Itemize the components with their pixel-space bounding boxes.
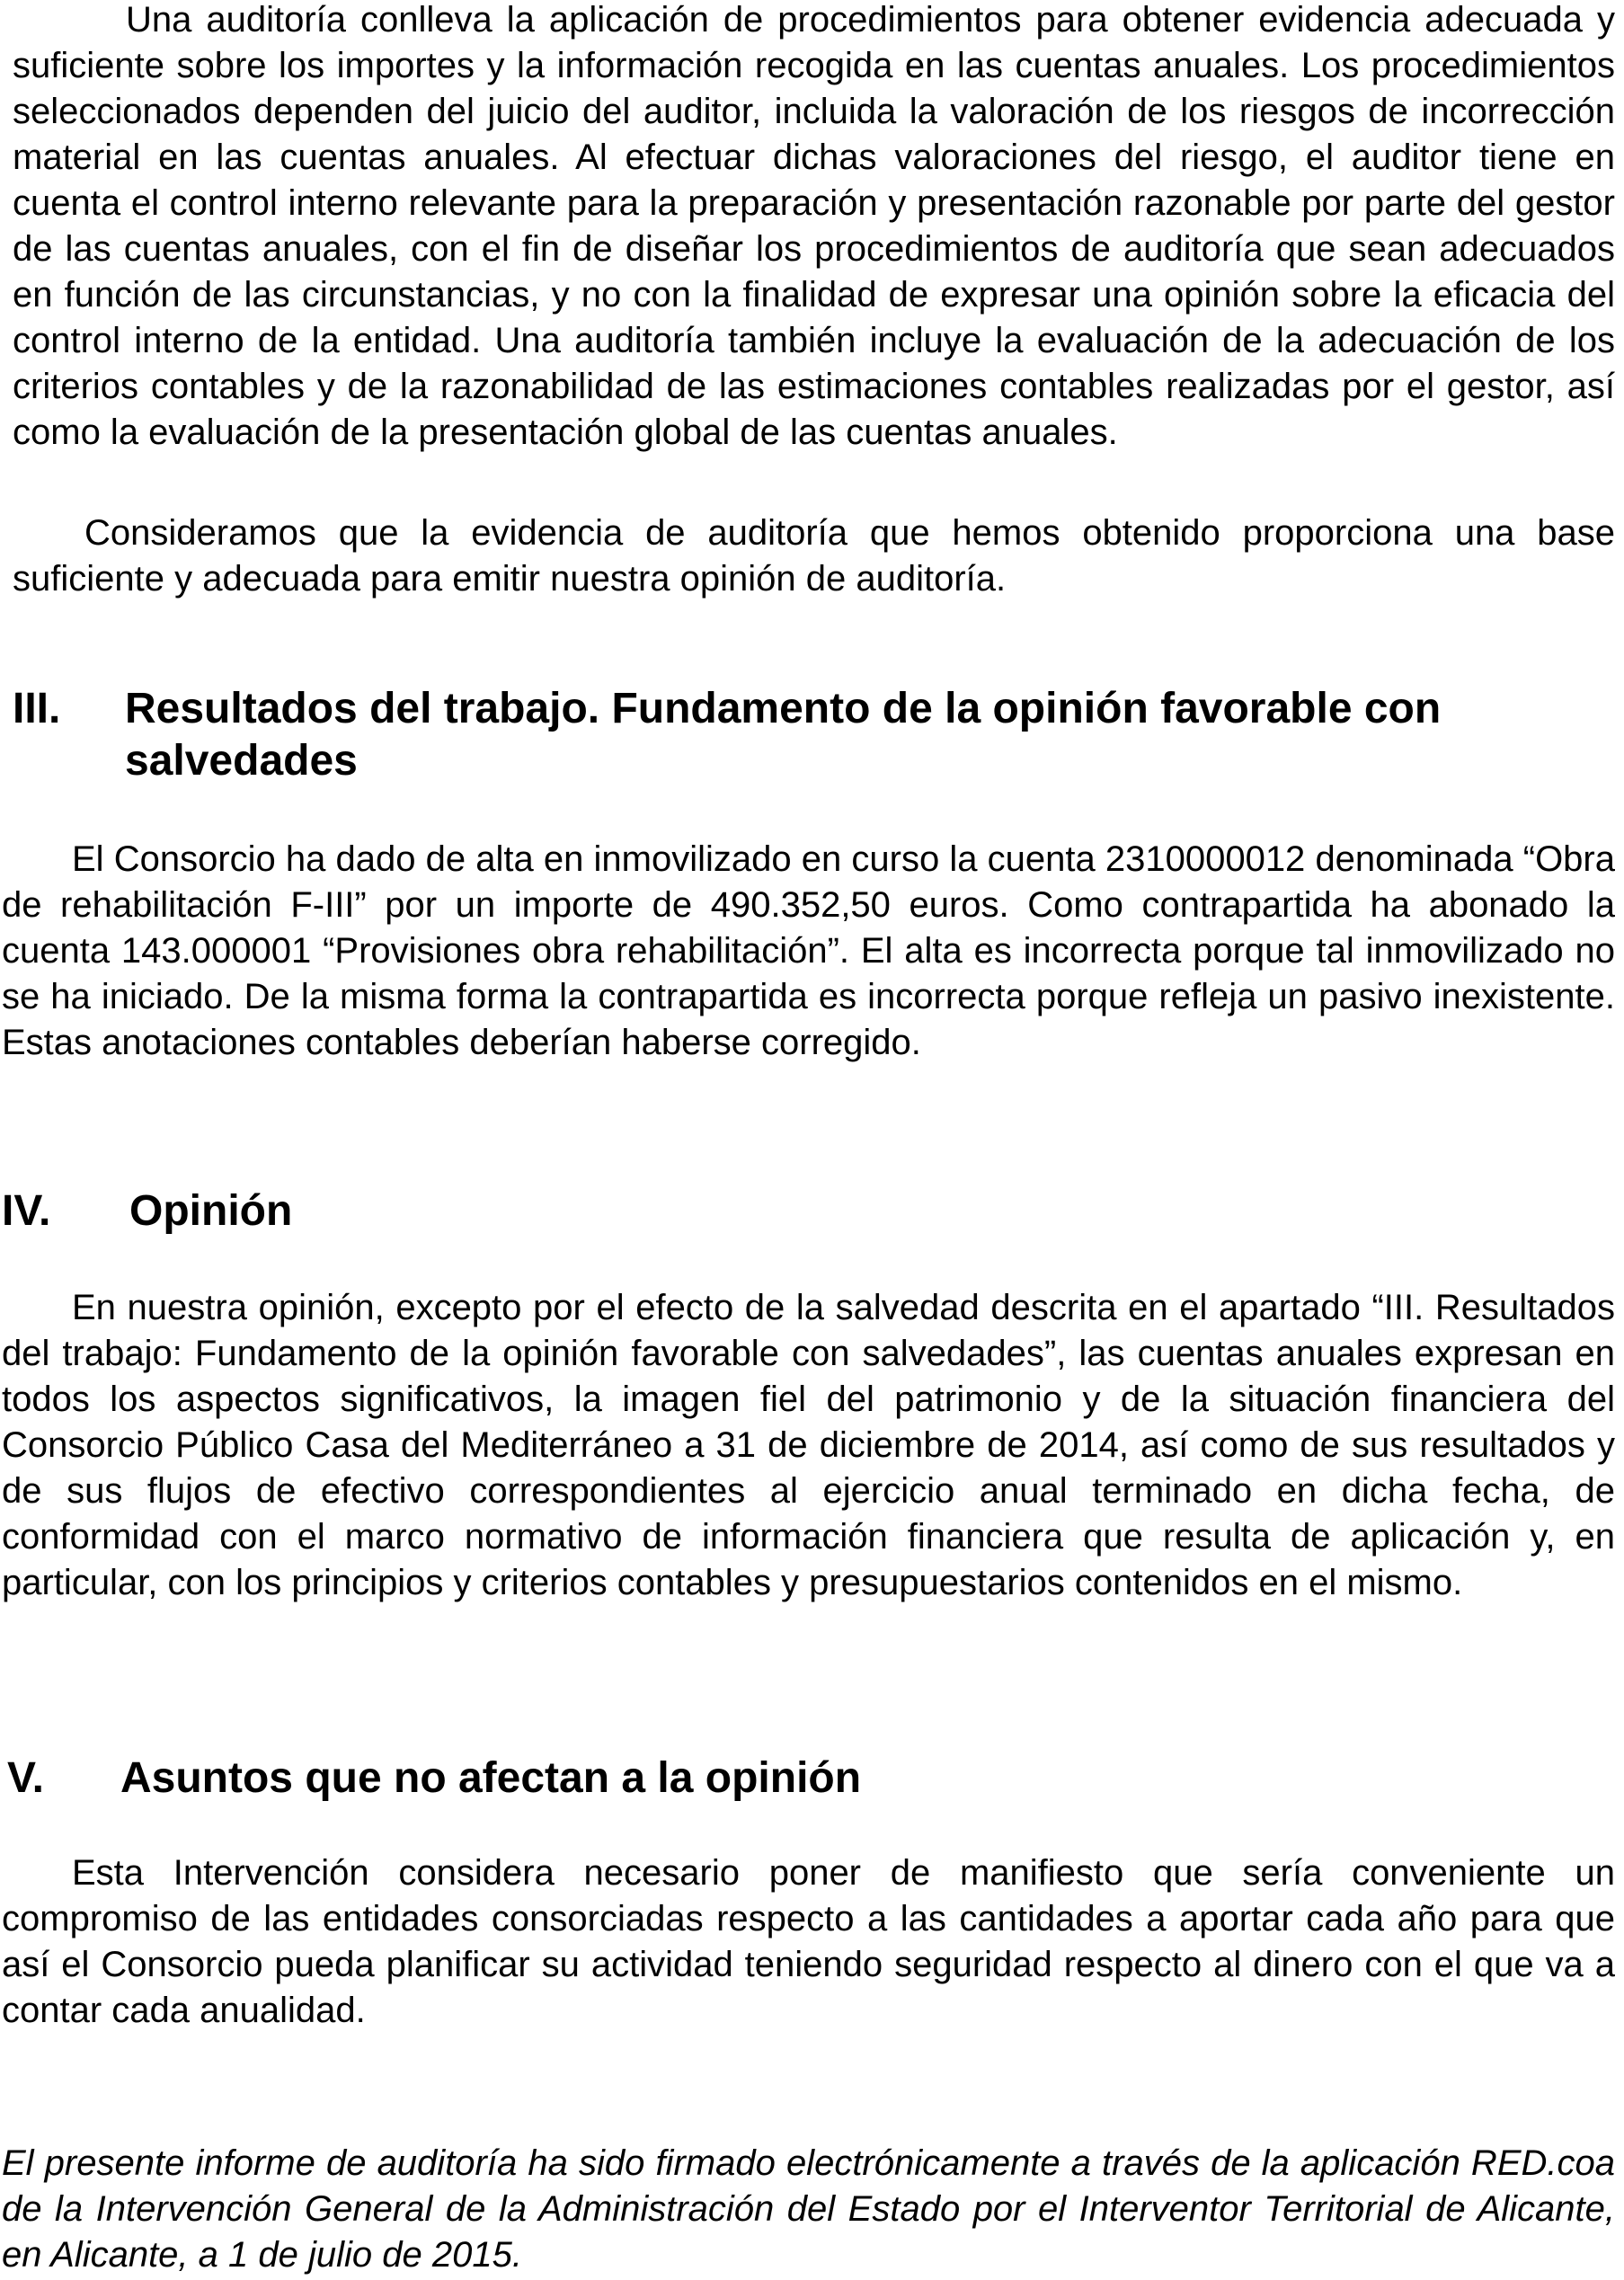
paragraph-signature-note: El presente informe de auditoría ha sido firmado electrónicamente a través de la aplicación RED.coa de la Intervención General de la Administración del Estado por el Interventor Territorial de Alicante, en Alicante, a 1 de julio de 2015. bbox=[2, 2143, 1615, 2275]
section-heading-iv bbox=[2, 1185, 1615, 1238]
section-number: V. bbox=[7, 1754, 44, 1802]
paragraph-other-matters: Esta Intervención considera necesario poner de manifiesto que sería conveniente un compromiso de las entidades consorciadas respecto a las cantidades a aportar cada año para que así el Consorcio pueda planificar su actividad teniendo seguridad respecto al dinero con el que va a contar cada anualidad. bbox=[2, 1853, 1615, 2030]
paragraph-audit-procedures: Una auditoría conlleva la aplicación de procedimientos para obtener evidencia adecuada y suficiente sobre los importes y la información recogida en las cuentas anuales. Los procedimientos seleccionados dependen del juicio del auditor, incluida la valoración de los riesgos de incorrección material en las cuentas anuales. Al efectuar dichas valoraciones del riesgo, el auditor tiene en cuenta el control interno relevante para la preparación y presentación razonable por parte del gestor de las cuentas anuales, con el fin de diseñar los procedimientos de auditoría que sean adecuados en función de las circunstancias, y no con la finalidad de expresar una opinión sobre la eficacia del control interno de la entidad. Una auditoría también incluye la evaluación de la adecuación de los criterios contables y de la razonabilidad de las estimaciones contables realizadas por el gestor, así como la evaluación de la presentación global de las cuentas anuales. bbox=[13, 0, 1615, 452]
section-title: Asuntos que no afectan a la opinión bbox=[120, 1754, 862, 1802]
paragraph-results: El Consorcio ha dado de alta en inmovilizado en curso la cuenta 2310000012 denominada “Obra de rehabilitación F-III” por un importe de 490.352,50 euros. Como contrapartida ha abonado la cuenta 143.000001 “Provisiones obra rehabilitación”. El alta es incorrecta porque tal inmovilizado no se ha iniciado. De la misma forma la contrapartida es incorrecta porque refleja un pasivo inexistente. Estas anotaciones contables deberían haberse corregido. bbox=[2, 839, 1615, 1062]
section-heading-v bbox=[7, 1752, 1615, 1805]
section-number: IV. bbox=[2, 1187, 51, 1235]
section-title: Opinión bbox=[129, 1187, 293, 1235]
paragraph-opinion: En nuestra opinión, excepto por el efecto de la salvedad descrita en el apartado “III. Resultados del trabajo: Fundamento de la opinión favorable con salvedades”, las cuentas anuales expresan en todos los aspectos significativos, la imagen fiel del patrimonio y de la situación financiera del Consorcio Público Casa del Mediterráneo a 31 de diciembre de 2014, así como de sus resultados y de sus flujos de efectivo correspondientes al ejercicio anual terminado en dicha fecha, de conformidad con el marco normativo de información financiera que resulta de aplicación y, en particular, con los principios y criterios contables y presupuestarios contenidos en el mismo. bbox=[2, 1288, 1615, 1602]
paragraph-audit-evidence: Consideramos que la evidencia de auditoría que hemos obtenido proporciona una base suficiente y adecuada para emitir nuestra opinión de auditoría. bbox=[13, 513, 1615, 599]
section-heading-iii bbox=[13, 683, 1615, 787]
section-title: Resultados del trabajo. Fundamento de la opinión favorable con salvedades bbox=[125, 685, 1442, 785]
section-number: III. bbox=[13, 685, 61, 732]
